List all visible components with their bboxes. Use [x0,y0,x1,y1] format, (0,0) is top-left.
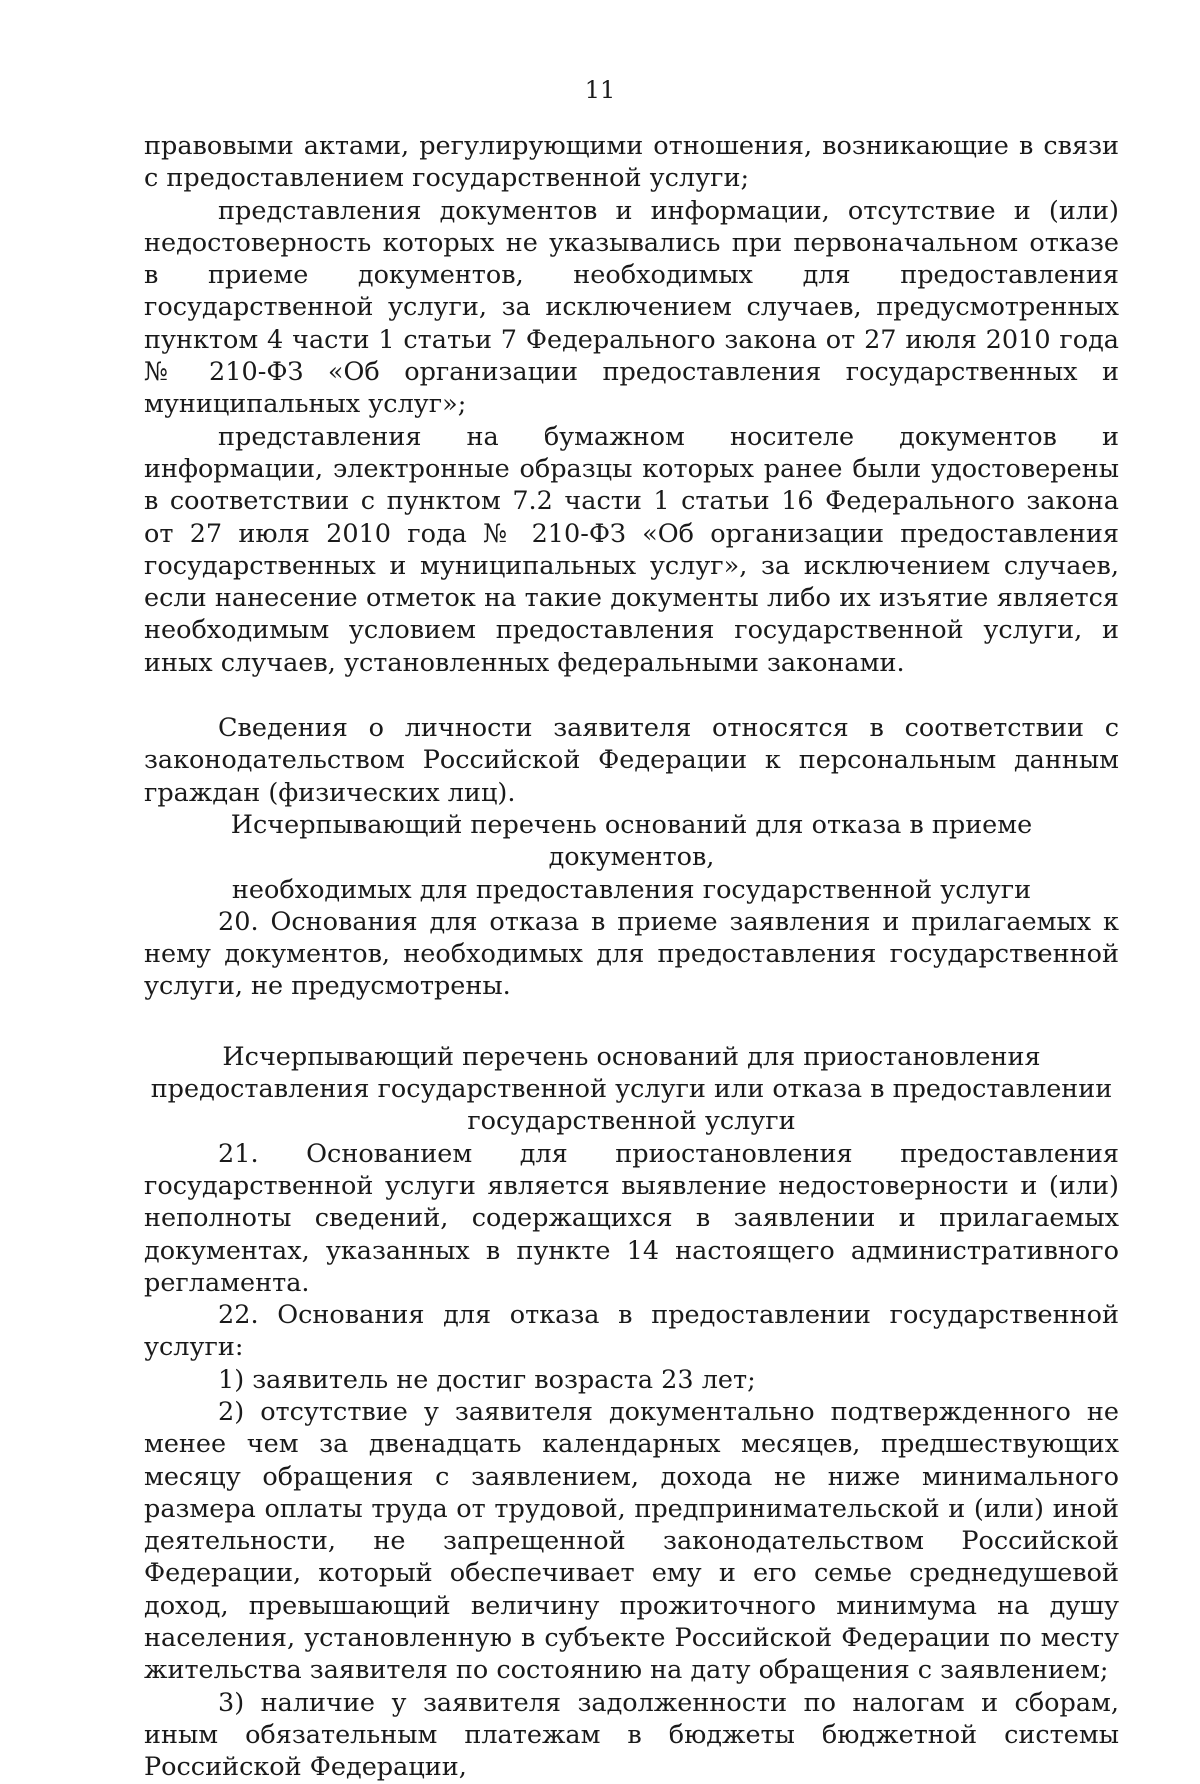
spacer [144,1003,1119,1041]
paragraph-documents-information: представления документов и информации, отсутствие и (или) недостоверность которых не указывались при первоначальном отказе в приеме документов, необходимых для предоставления государственной услуги, за исключением случаев, предусмотренных пунктом 4 части 1 статьи 7 Федерального закона от 27 июля 2010 года № 210-ФЗ «Об организации предоставления государственных и муниципальных услуг»; [144,195,1119,420]
spacer [144,679,1119,712]
paragraph-item-20: 20. Основания для отказа в приеме заявления и прилагаемых к нему документов, необходимых для предоставления государственной услуги, не предусмотрены. [144,906,1119,1002]
document-body [144,130,1119,1784]
heading-line: Исчерпывающий перечень оснований для отказа в приеме документов, [230,809,1033,873]
list-item-3: 3) наличие у заявителя задолженности по налогам и сборам, иным обязательным платежам в бюджеты бюджетной системы Российской Федерации, [144,1687,1119,1783]
section-heading-suspension-refusal [144,1041,1119,1138]
paragraph-item-22: 22. Основания для отказа в предоставлении государственной услуги: [144,1300,1119,1363]
paragraph-personal-data: Сведения о личности заявителя относятся в соответствии с законодательством Российской Федерации к персональным данным граждан (физических лиц). [144,713,1119,808]
page-number: 11 [584,76,616,104]
section-heading-refusal-documents [144,809,1119,906]
heading-line: предоставления государственной услуги или отказа в предоставлении [150,1074,1113,1105]
list-item-1: 1) заявитель не достиг возраста 23 лет; [218,1364,756,1395]
list-item-2: 2) отсутствие у заявителя документально подтвержденного не менее чем за двенадцать календарных месяцев, предшествующих месяцу обращения с заявлением, дохода не ниже минимального размера оплаты труда от трудовой, предпринимательской и (или) иной деятельности, не запрещенной законодательством Российской Федерации, который обеспечивает ему и его семье среднедушевой доход, превышающий величину прожиточного минимума на душу населения, установленную в субъекте Российской Федерации по месту жительства заявителя по состоянию на дату обращения с заявлением; [144,1396,1119,1686]
heading-line: государственной услуги [467,1106,796,1137]
paragraph-paper-documents: представления на бумажном носителе документов и информации, электронные образцы которых ранее были удостоверены в соответствии с пунктом 7.2 части 1 статьи 16 Федерального закона от 27 июля 2010 года № 210-ФЗ «Об организации предоставления государственных и муниципальных услуг», за исключением случаев, если нанесение отметок на такие документы либо их изъятие является необходимым условием предоставления государственной услуги, и иных случаев, установленных федеральными законами. [144,421,1119,678]
paragraph-item-21: 21. Основанием для приостановления предоставления государственной услуги является выявление недостоверности и (или) неполноты сведений, содержащихся в заявлении и прилагаемых документах, указанных в пункте 14 настоящего административного регламента. [144,1138,1119,1298]
heading-line: необходимых для предоставления государственной услуги [231,874,1032,905]
paragraph-legal-acts-continuation: правовыми актами, регулирующими отношения, возникающие в связи с предоставлением государственной услуги; [144,131,1119,194]
heading-line: Исчерпывающий перечень оснований для приостановления [222,1041,1041,1072]
